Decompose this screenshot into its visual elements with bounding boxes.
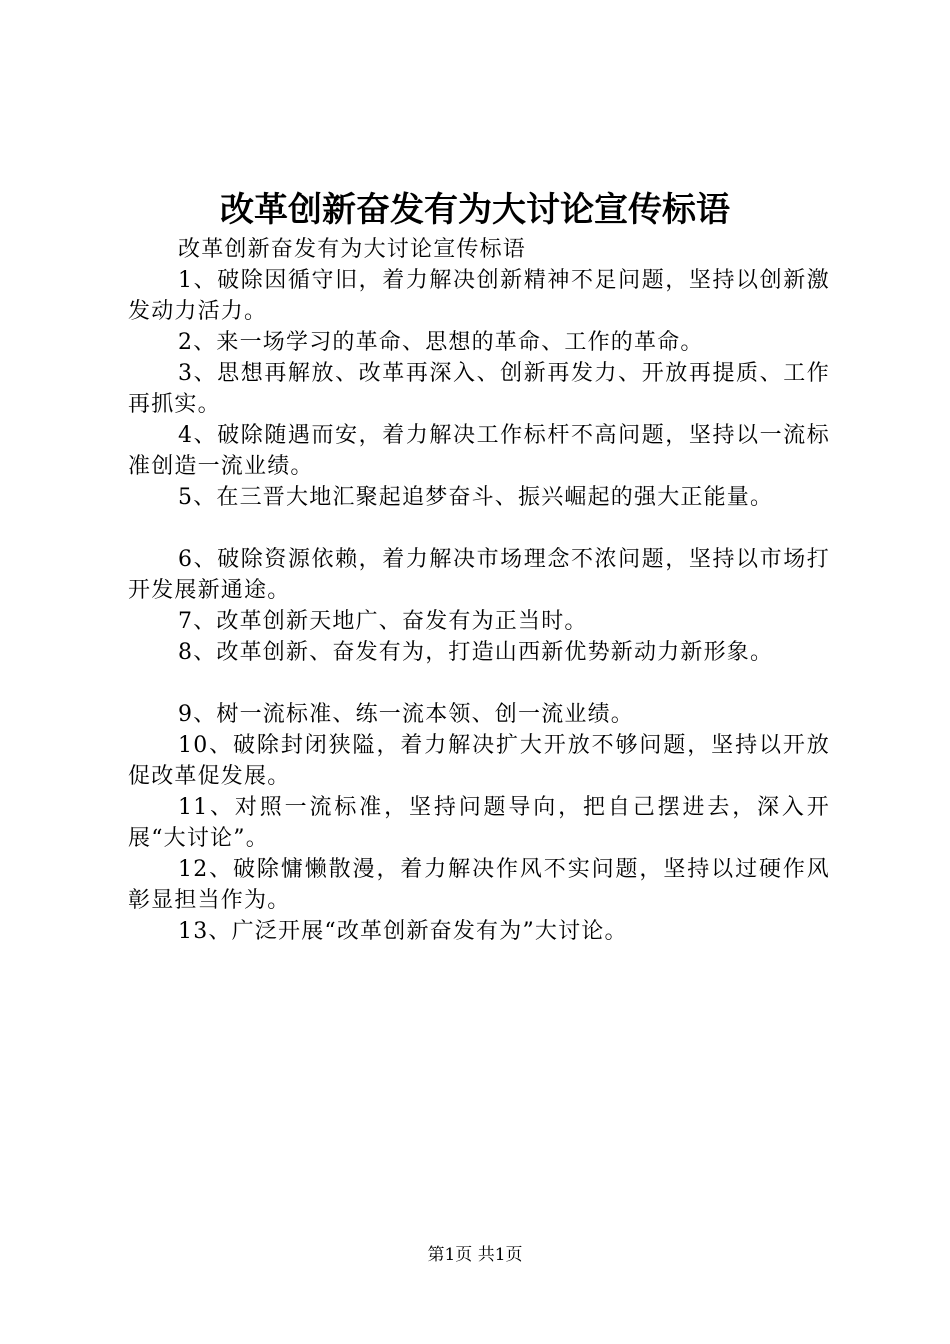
slogan-6: 6、破除资源依赖，着力解决市场理念不浓问题，坚持以市场打开发展新通途。 xyxy=(128,547,830,603)
slogan-5: 5、在三晋大地汇聚起追梦奋斗、振兴崛起的强大正能量。 xyxy=(178,485,774,510)
page-footer: 第1页 共1页 xyxy=(427,1245,523,1265)
slogan-11: 11、对照一流标准，坚持问题导向，把自己摆进去，深入开展“大讨论”。 xyxy=(128,795,830,851)
slogan-3: 3、思想再解放、改革再深入、创新再发力、开放再提质、工作再抓实。 xyxy=(128,361,830,417)
document-title: 改革创新奋发有为大讨论宣传标语 xyxy=(220,190,730,230)
slogan-1: 1、破除因循守旧，着力解决创新精神不足问题，坚持以创新激发动力活力。 xyxy=(128,268,830,324)
slogan-12: 12、破除慵懒散漫，着力解决作风不实问题，坚持以过硬作风彰显担当作为。 xyxy=(128,857,830,913)
slogan-2: 2、来一场学习的革命、思想的革命、工作的革命。 xyxy=(178,330,704,355)
document-body xyxy=(128,234,830,947)
slogan-7: 7、改革创新天地广、奋发有为正当时。 xyxy=(178,609,588,634)
slogan-9: 9、树一流标准、练一流本领、创一流业绩。 xyxy=(178,702,634,727)
paragraph-subtitle: 改革创新奋发有为大讨论宣传标语 xyxy=(178,237,527,262)
slogan-10: 10、破除封闭狭隘，着力解决扩大开放不够问题，坚持以开放促改革促发展。 xyxy=(128,733,830,789)
slogan-8: 8、改革创新、奋发有为，打造山西新优势新动力新形象。 xyxy=(178,640,774,665)
slogan-13: 13、广泛开展“改革创新奋发有为”大讨论。 xyxy=(178,919,628,944)
slogan-4: 4、破除随遇而安，着力解决工作标杆不高问题，坚持以一流标准创造一流业绩。 xyxy=(128,423,830,479)
